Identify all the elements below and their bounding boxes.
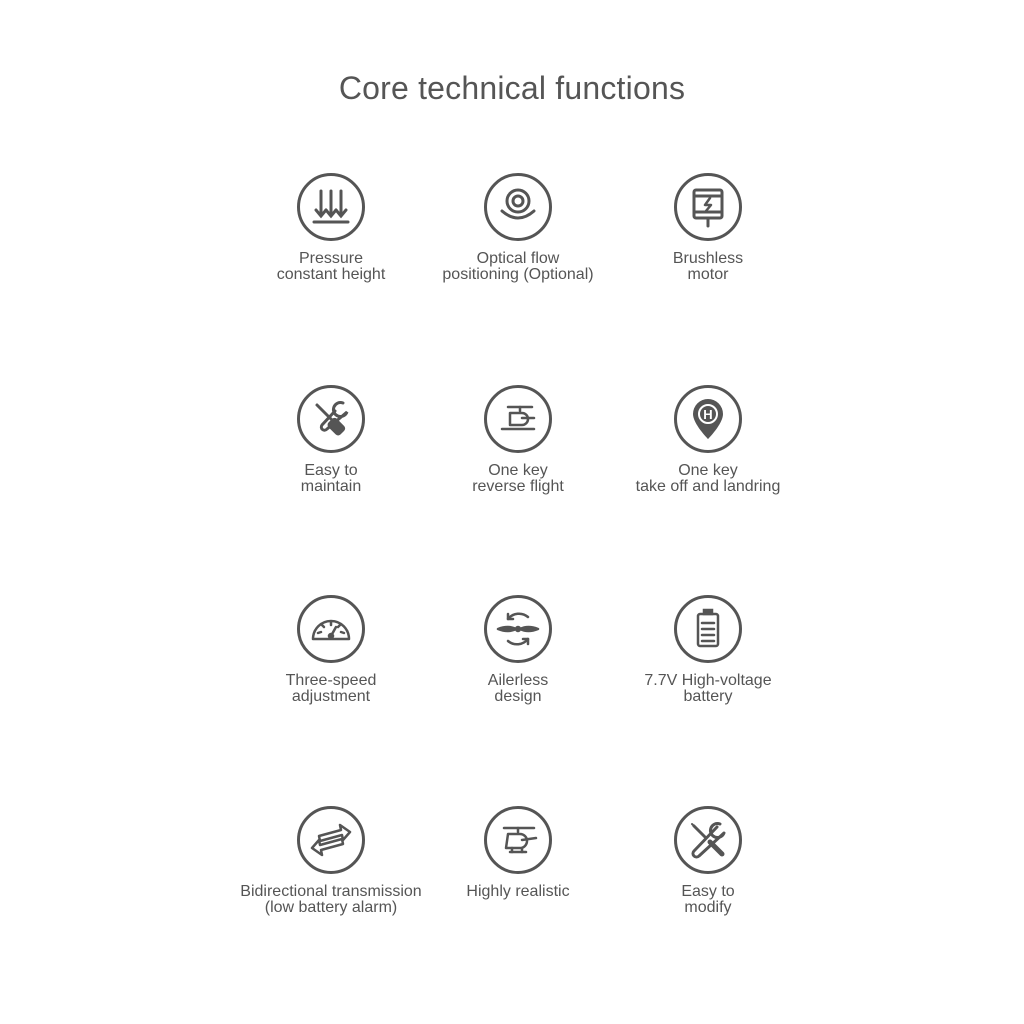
feature-label: Three-speed adjustment: [285, 672, 377, 705]
battery-icon: [674, 595, 742, 663]
feature-label: Easy to maintain: [300, 462, 362, 495]
feature-label: Easy to modify: [681, 883, 735, 916]
feature-label: Brushless motor: [672, 250, 744, 283]
feature-label: Optical flow positioning (Optional): [442, 250, 594, 283]
bidirectional-arrows-icon: [297, 806, 365, 874]
optical-flow-icon: [484, 173, 552, 241]
feature-label: Bidirectional transmission (low battery alarm): [240, 883, 422, 916]
tools-icon: [297, 385, 365, 453]
feature-label: One key reverse flight: [472, 462, 564, 495]
feature-optical-flow: [408, 173, 628, 283]
feature-battery: [598, 595, 818, 705]
page-title: Core technical functions: [338, 70, 686, 106]
helipad-pin-icon: [674, 385, 742, 453]
feature-label: 7.7V High-voltage battery: [644, 672, 772, 705]
brushless-motor-icon: [674, 173, 742, 241]
feature-ailerless: [408, 595, 628, 705]
feature-takeoff-landing: [598, 385, 818, 495]
wrench-screwdriver-icon: [674, 806, 742, 874]
speedometer-icon: [297, 595, 365, 663]
feature-label: Pressure constant height: [276, 250, 386, 283]
feature-highly-realistic: [408, 806, 628, 900]
helicopter-reverse-icon: [484, 385, 552, 453]
feature-label: Ailerless design: [487, 672, 549, 705]
feature-label: Highly realistic: [466, 883, 570, 900]
feature-label: One key take off and landring: [635, 462, 781, 495]
feature-reverse-flight: [408, 385, 628, 495]
feature-easy-modify: [598, 806, 818, 916]
pressure-arrows-icon: [297, 173, 365, 241]
helicopter-icon: [484, 806, 552, 874]
rotor-rotation-icon: [484, 595, 552, 663]
feature-brushless-motor: [598, 173, 818, 283]
svg-text:H: H: [703, 407, 713, 422]
